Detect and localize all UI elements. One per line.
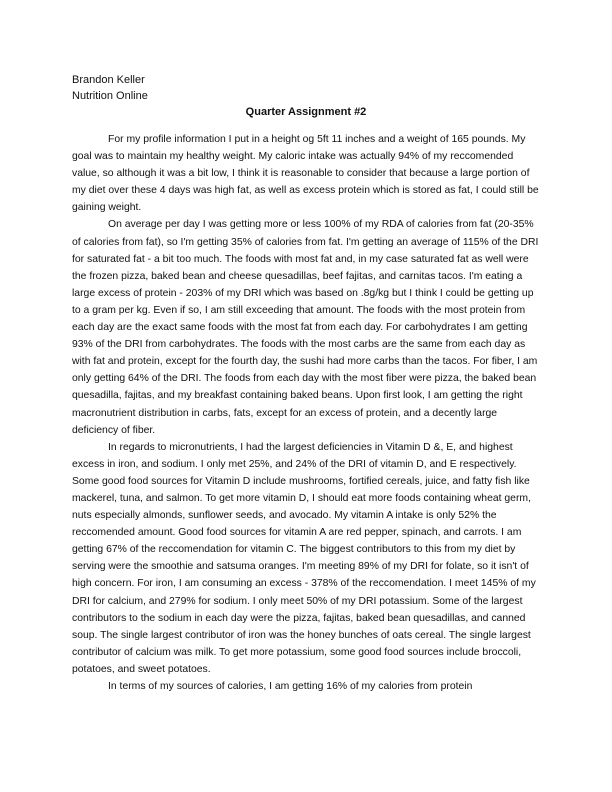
document-title: Quarter Assignment #2 [245,106,367,118]
document-header [72,72,148,104]
paragraph-macronutrients: On average per day I was getting more or less 100% of my RDA of calories from fat (20-35% of calories from fat), so I'm getting 35% of calories from fat. I'm getting an average of 115% of the DRI for saturated fat - a bit too much. The foods with most fat and, in my case saturated fat as well were the frozen pizza, baked bean and cheese quesadillas, beef fajitas, and carnitas tacos. I'm eating a large excess of protein - 203% of my DRI which was based on .8g/kg but I think I could be getting up to a gram per kg. Even if so, I am still exceeding that amount. The foods with the most protein from each day are the exact same foods with the most fat from each day. For carbohydrates I am getting 93% of the DRI from carbohydrates. The foods with the most carbs are the same from each day as with fat and protein, except for the fourth day, the sushi had more carbs than the tacos. For fiber, I am only getting 64% of the DRI. The foods from each day with the most fiber were pizza, the baked bean quesadilla, fajitas, and my breakfast containing baked beans. Upon first look, I am getting the right macronutrient distribution in carbs, fats, except for an excess of protein, and a decently large deficiency of fiber. [72,219,539,436]
course-name: Nutrition Online [72,90,148,102]
paragraph-micronutrients: In regards to micronutrients, I had the largest deficiencies in Vitamin D &, E, and highest excess in iron, and sodium. I only met 25%, and 24% of the DRI of vitamin D, and E respectively. Some good food sources for Vitamin D include mushrooms, fortified cereals, juice, and fatty fish like mackerel, tuna, and salmon. To get more vitamin D, I should eat more foods containing wheat germ, nuts especially almonds, sunflower seeds, and avocado. My vitamin A intake is only 52% the reccomended amount. Good food sources for vitamin A are red pepper, spinach, and carrots. I am getting 67% of the reccomendation for vitamin C. The biggest contributors to this from my diet by serving were the smoothie and satsuma oranges. I'm meeting 89% of my DRI for folate, so it isn't of high concern. For iron, I am consuming an excess - 378% of the reccomendation. I meet 145% of my DRI for calcium, and 279% for sodium. I only meet 50% of my DRI potassium. Some of the largest contributors to the sodium in each day were the pizza, fajitas, baked bean quesadillas, and canned soup. The single largest contributor of iron was the honey bunches of oats cereal. The single largest contributor of calcium was milk. To get more potassium, some good food sources include broccoli, potatoes, and sweet potatoes. [72,441,536,675]
document-body [72,131,542,695]
paragraph-profile: For my profile information I put in a height og 5ft 11 inches and a weight of 165 pounds. My goal was to maintain my healthy weight. My caloric intake was actually 94% of my reccomended value, so although it was a bit low, I think it is reasonable to consider that because a large portion of my diet over these 4 days was high fat, as well as excess protein which is stored as fat, I could still be gaining weight. [72,134,539,214]
paragraph-calorie-sources: In terms of my sources of calories, I am getting 16% of my calories from protein [108,681,473,692]
author-name: Brandon Keller [72,74,145,86]
